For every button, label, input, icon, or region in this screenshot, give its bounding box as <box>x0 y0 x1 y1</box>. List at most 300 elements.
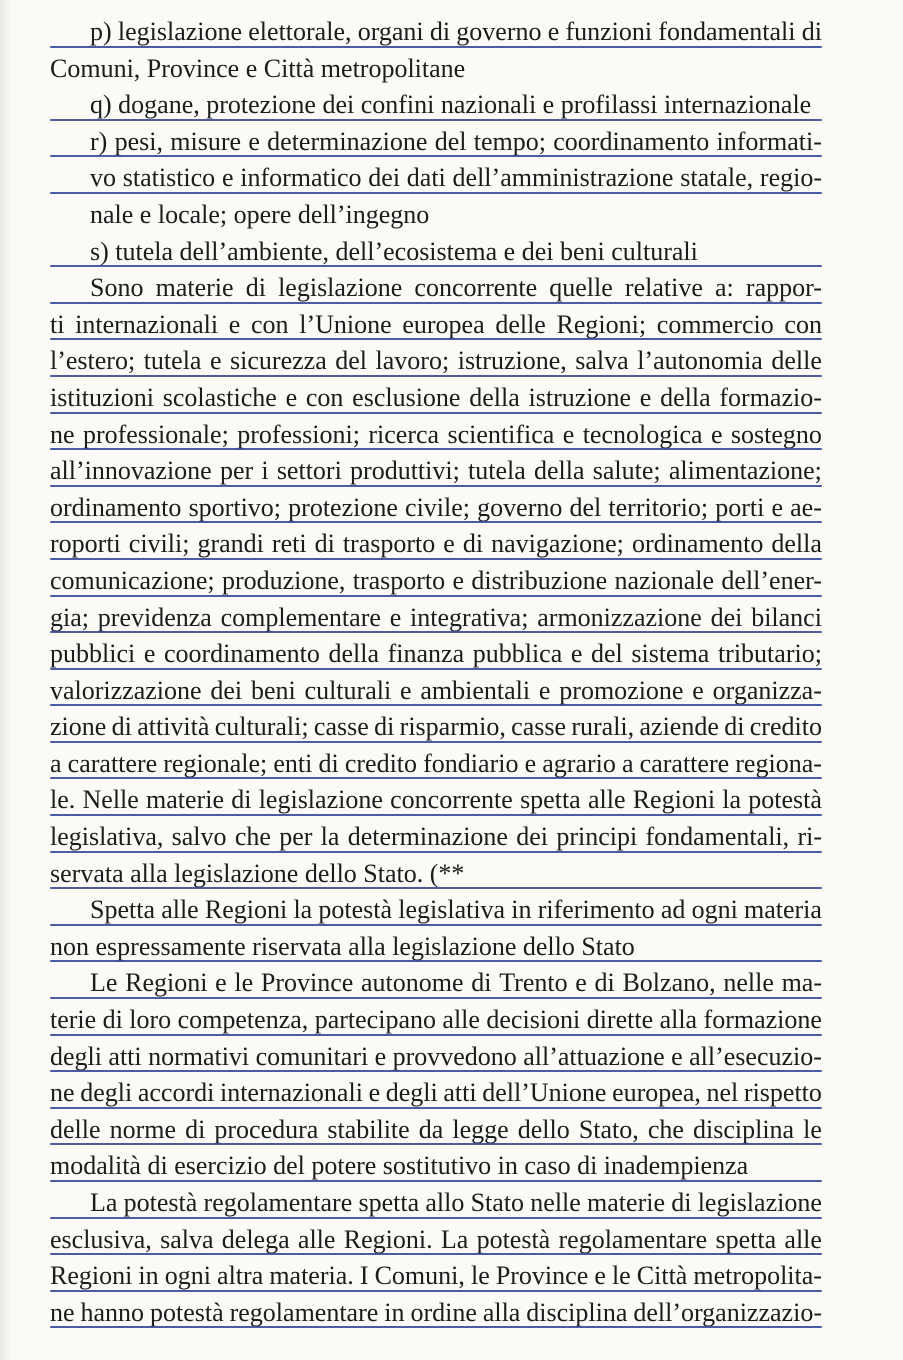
word: delle <box>495 309 546 339</box>
word: potestà <box>150 1297 224 1327</box>
word: commercio <box>656 309 774 339</box>
word: dirette <box>586 1005 654 1035</box>
word: esclusiva, <box>50 1224 152 1254</box>
word: di <box>318 748 339 778</box>
word: informatico <box>240 163 362 193</box>
word: accordi <box>137 1078 215 1108</box>
word: delle <box>771 346 822 376</box>
text-line <box>50 819 822 856</box>
pen-underline <box>50 887 822 889</box>
word: e <box>692 675 704 705</box>
pen-underline <box>50 960 822 962</box>
word: e <box>594 1261 606 1291</box>
text-line <box>50 526 822 563</box>
word: a <box>50 748 62 778</box>
pen-underline <box>50 265 822 267</box>
word: e <box>671 1041 683 1071</box>
word: grandi <box>197 529 264 559</box>
word: attività <box>137 712 210 742</box>
word: metropolita- <box>693 1261 822 1291</box>
word: elettorale, <box>248 17 352 46</box>
word: legislazione <box>258 785 383 815</box>
word: europea, <box>612 1078 701 1108</box>
word: statale, <box>680 163 754 193</box>
word: e <box>374 1041 387 1071</box>
word: Regioni <box>204 895 288 925</box>
word: informati- <box>716 126 822 156</box>
word: territorio; <box>608 492 709 522</box>
word: esclusione <box>352 382 461 412</box>
word: delle <box>50 1114 101 1144</box>
text-line <box>50 1039 822 1076</box>
word: coordinamento <box>163 639 320 669</box>
word: con <box>305 382 344 412</box>
word: di <box>471 968 492 998</box>
word: reti <box>271 529 307 559</box>
text-line <box>50 343 822 380</box>
word: vo <box>90 163 116 193</box>
word: Regioni <box>632 785 716 815</box>
word: della <box>328 639 380 669</box>
word: salute; <box>592 456 661 486</box>
word: rappor- <box>745 273 822 303</box>
word: regio- <box>759 163 822 193</box>
word: sostegno <box>730 419 822 449</box>
word: organi <box>357 17 424 46</box>
word: trasporto <box>352 565 446 595</box>
word: tempo; <box>473 126 546 156</box>
word: e <box>143 639 156 669</box>
word: e <box>248 126 260 156</box>
word: governo <box>456 17 542 46</box>
text-line <box>50 453 822 490</box>
word: sicurezza <box>230 346 327 376</box>
word: pubblici <box>50 639 136 669</box>
word: carattere <box>639 748 730 778</box>
word: internazionali <box>219 1078 363 1108</box>
word: di <box>724 712 745 742</box>
word: legislativa, <box>50 822 164 852</box>
word: coordinamento <box>553 126 710 156</box>
pen-underline <box>50 814 822 816</box>
word: protezione <box>288 492 398 522</box>
pen-underline <box>50 1217 822 1219</box>
pen-underline <box>50 1034 822 1036</box>
word: della <box>660 382 711 412</box>
word: del <box>591 639 623 669</box>
text-line <box>50 490 822 527</box>
word: all’esecuzio- <box>689 1041 822 1071</box>
word: previdenza <box>97 602 212 632</box>
word: di <box>462 529 484 559</box>
word: governo <box>477 492 563 522</box>
pen-underline <box>50 668 822 670</box>
word: e <box>389 602 402 632</box>
word: tutela <box>143 346 202 376</box>
word: del <box>569 492 602 522</box>
word: dei <box>368 163 401 193</box>
word: e <box>538 675 551 705</box>
word: e <box>443 529 455 559</box>
word: nelle <box>530 1188 581 1217</box>
word: Bolzano, <box>622 968 716 998</box>
word: determinazione <box>267 126 428 156</box>
word: e <box>285 382 298 412</box>
word: e <box>771 492 783 522</box>
word: navigazione; <box>491 529 624 559</box>
word: per <box>279 822 313 852</box>
word: di <box>314 529 335 559</box>
word: ne <box>50 1297 75 1327</box>
word: r) <box>90 126 108 156</box>
pen-underline <box>50 192 822 194</box>
word: norme <box>109 1114 177 1144</box>
text-line: modalità di esercizio del potere sostitutivo in caso di inadempienza <box>50 1148 822 1185</box>
word: alle <box>784 1224 822 1254</box>
word: di <box>374 712 395 742</box>
word: con <box>251 309 289 339</box>
word: ogni <box>691 895 738 925</box>
word: regolamentare <box>229 1297 379 1327</box>
word: procedura <box>214 1114 319 1144</box>
word: e <box>452 565 465 595</box>
pen-underline <box>50 521 822 523</box>
word: ricerca <box>368 419 440 449</box>
text-line <box>50 160 822 197</box>
word: spetta <box>358 1188 420 1217</box>
text-line <box>50 1258 822 1295</box>
word: valorizzazione <box>50 675 202 705</box>
word: atti <box>108 1041 142 1071</box>
word: produttivi; <box>350 456 460 486</box>
word: provvedono <box>392 1041 517 1071</box>
word: all’attuazione <box>523 1041 665 1071</box>
text-line <box>50 124 822 161</box>
word: beni <box>250 675 296 705</box>
word: determinazione <box>347 822 508 852</box>
word: Stato, <box>578 1114 639 1144</box>
word: Città <box>636 1261 688 1291</box>
word: le. <box>50 785 76 815</box>
word: regiona- <box>735 748 822 778</box>
pen-underline <box>50 46 822 48</box>
word: Sono <box>90 273 144 303</box>
word: della <box>534 456 585 486</box>
text-line: non espressamente riservata alla legislazione dello Stato <box>50 929 822 966</box>
word: potestà <box>748 785 822 815</box>
word: l’Unione <box>299 309 392 339</box>
word: concorrente <box>390 785 513 815</box>
word: Comuni, <box>374 1261 465 1291</box>
pen-underline <box>50 1180 822 1182</box>
word: finanza <box>387 639 465 669</box>
pen-underline <box>50 448 822 450</box>
text-line: Comuni, Province e Città metropolitane <box>50 53 466 83</box>
word: Stato <box>470 1188 525 1217</box>
pen-underline <box>50 851 822 853</box>
word: Trento <box>499 968 568 998</box>
word: regolamentare <box>203 1188 353 1217</box>
word: sistema <box>631 639 710 669</box>
text-line <box>50 380 822 417</box>
word: legge <box>452 1114 509 1144</box>
word: nel <box>706 1078 739 1108</box>
word: dell’amministrazione <box>452 163 674 193</box>
word: potestà <box>476 1224 551 1254</box>
word: professioni; <box>237 419 360 449</box>
word: lavoro; <box>375 346 450 376</box>
word: con <box>784 309 822 339</box>
word: a: <box>715 273 734 303</box>
word: a <box>622 748 634 778</box>
word: materie <box>146 785 224 815</box>
pen-underline <box>50 485 822 487</box>
word: spetta <box>520 785 581 815</box>
word: e <box>570 639 583 669</box>
word: dell’organizzazio- <box>633 1297 822 1327</box>
word: credito <box>749 712 822 742</box>
pen-underline <box>50 412 822 414</box>
word: stabilite <box>327 1114 410 1144</box>
word: le <box>234 968 254 998</box>
word: delega <box>221 1224 290 1254</box>
word: sportivo; <box>188 492 282 522</box>
word: scientifica <box>447 419 555 449</box>
word: materie <box>155 273 234 303</box>
word: rurali, <box>571 712 635 742</box>
word: normativi <box>148 1041 250 1071</box>
word: Le <box>90 968 118 998</box>
word: enti <box>273 748 313 778</box>
word: tributario; <box>717 639 822 669</box>
word: Regioni <box>50 1261 133 1291</box>
pen-underline <box>50 924 822 926</box>
word: di <box>245 273 266 303</box>
word: ordinamento <box>631 529 764 559</box>
word: produzione, <box>221 565 346 595</box>
word: aziende <box>639 712 719 742</box>
word: carattere <box>67 748 158 778</box>
word: alle <box>442 1005 480 1035</box>
word: e <box>547 17 560 46</box>
word: in <box>138 1261 159 1291</box>
word: legislazione <box>117 17 243 46</box>
pen-underline <box>50 595 822 597</box>
word: casse <box>313 712 369 742</box>
pen-underline <box>50 1107 822 1109</box>
word: le <box>470 1261 490 1291</box>
word: regolamentare <box>558 1224 708 1254</box>
word: formazio- <box>719 382 822 412</box>
pen-underline <box>50 375 822 377</box>
text-line <box>50 782 822 819</box>
word: legislativa <box>398 895 506 925</box>
word: ne <box>50 419 75 449</box>
word: e <box>228 309 241 339</box>
word: armonizzazione <box>537 602 702 632</box>
word: civile; <box>405 492 471 522</box>
word: di <box>429 17 451 46</box>
word: potestà <box>123 1188 198 1217</box>
text-line <box>50 892 822 929</box>
word: gia; <box>50 602 89 632</box>
word: culturali; <box>214 712 309 742</box>
word: porti <box>715 492 765 522</box>
word: degli <box>80 1078 133 1108</box>
word: pesi, <box>114 126 163 156</box>
text-line: q) dogane, protezione dei confini nazionali e profilassi internazionale <box>50 87 822 124</box>
word: ordine <box>410 1297 477 1327</box>
text-line <box>50 417 822 454</box>
word: partecipano <box>314 1005 436 1035</box>
word: in <box>384 1297 405 1327</box>
word: allo <box>425 1188 465 1217</box>
word: dell’Unione <box>482 1078 607 1108</box>
word: e <box>575 968 587 998</box>
pen-underline <box>50 302 822 304</box>
word: e <box>215 968 227 998</box>
word: legislazione <box>697 1188 822 1217</box>
word: del <box>434 126 467 156</box>
word: comunicazione; <box>50 565 215 595</box>
word: rispetto <box>743 1078 822 1108</box>
word: Spetta <box>90 895 155 925</box>
word: e <box>639 382 652 412</box>
word: risparmio, <box>399 712 506 742</box>
word: i <box>261 456 269 486</box>
word: materie <box>587 1188 665 1217</box>
word: della <box>771 529 822 559</box>
word: dei <box>710 602 743 632</box>
word: di <box>231 785 252 815</box>
word: dei <box>516 822 549 852</box>
word: distribuzione <box>471 565 608 595</box>
word: e <box>368 1078 381 1108</box>
word: tecnologica <box>582 419 703 449</box>
word: di <box>111 712 132 742</box>
word: in <box>511 895 532 925</box>
text-line <box>50 600 822 637</box>
text-line <box>50 1002 822 1039</box>
word: alla <box>659 1005 698 1035</box>
word: comunitari <box>255 1041 369 1071</box>
word: agrario <box>542 748 616 778</box>
word: di <box>801 17 822 46</box>
text-line <box>50 1075 822 1112</box>
text-line <box>50 1222 822 1259</box>
word: degli <box>385 1078 438 1108</box>
word: Nelle <box>82 785 139 815</box>
word: ad <box>660 895 686 925</box>
text-line <box>50 307 822 344</box>
word: e <box>400 675 412 705</box>
word: disciplina <box>692 1114 795 1144</box>
word: e <box>562 419 575 449</box>
word: che <box>647 1114 684 1144</box>
pen-underline <box>50 997 822 999</box>
word: ae- <box>790 492 822 522</box>
word: scolastiche <box>162 382 277 412</box>
word: I <box>359 1261 369 1291</box>
word: pubblica <box>472 639 563 669</box>
pen-underline <box>50 704 822 706</box>
word: credito <box>344 748 418 778</box>
word: l’estero; <box>50 346 136 376</box>
word: ambientali <box>420 675 531 705</box>
text-line <box>50 1112 822 1149</box>
word: le <box>611 1261 631 1291</box>
word: La <box>90 1188 118 1217</box>
word: di <box>594 968 615 998</box>
word: regionale; <box>163 748 268 778</box>
word: la <box>293 895 313 925</box>
word: fondamentali <box>658 17 796 46</box>
word: terie <box>50 1005 97 1035</box>
word: promozione <box>559 675 684 705</box>
word: istruzione, <box>457 346 567 376</box>
word: istruzione <box>528 382 632 412</box>
word: che <box>234 822 271 852</box>
text-line <box>50 965 822 1002</box>
word: concorrente <box>414 273 538 303</box>
word: spetta <box>715 1224 777 1254</box>
word: del <box>335 346 368 376</box>
word: legislazione <box>278 273 403 303</box>
word: di <box>671 1188 692 1217</box>
word: ri- <box>797 822 822 852</box>
word: e <box>524 748 537 778</box>
word: p) <box>90 17 112 46</box>
word: fondamentali, <box>645 822 790 852</box>
word: principi <box>556 822 638 852</box>
word: Regioni. <box>343 1224 433 1254</box>
text-line: nale e locale; opere dell’ingegno <box>90 199 430 229</box>
text-line <box>50 1295 822 1332</box>
word: ti <box>50 309 65 339</box>
pen-underline <box>50 1290 822 1292</box>
word: Province <box>495 1261 589 1291</box>
word: dello <box>517 1114 570 1144</box>
word: relative <box>624 273 703 303</box>
word: formazione <box>703 1005 822 1035</box>
word: alle <box>587 785 626 815</box>
word: funzioni <box>565 17 653 46</box>
word: ogni <box>164 1261 211 1291</box>
word: e <box>221 163 234 193</box>
word: alla <box>482 1297 521 1327</box>
word: la <box>722 785 742 815</box>
word: le <box>803 1114 822 1144</box>
page-gutter-shadow <box>0 0 12 1360</box>
word: integrativa; <box>410 602 529 632</box>
word: altra <box>217 1261 264 1291</box>
word: quelle <box>549 273 613 303</box>
word: dell’ener- <box>721 565 822 595</box>
word: bilanci <box>751 602 822 632</box>
pen-underline <box>50 1070 822 1072</box>
word: per <box>219 456 254 486</box>
document-page <box>50 14 822 1331</box>
word: roporti <box>50 529 121 559</box>
word: Regioni <box>125 968 208 998</box>
word: di <box>102 1005 123 1035</box>
word: salvo <box>171 822 227 852</box>
word: e <box>710 419 723 449</box>
word: Regioni; <box>556 309 647 339</box>
pen-underline <box>50 119 822 121</box>
word: nazionale <box>614 565 715 595</box>
word: tutela <box>468 456 526 486</box>
